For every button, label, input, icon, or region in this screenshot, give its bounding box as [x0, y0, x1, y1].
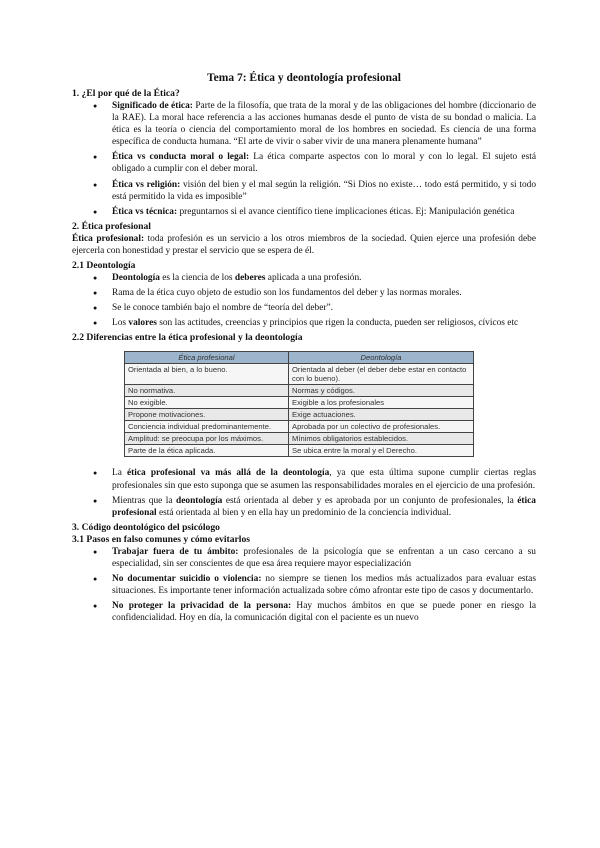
term-label: valores	[128, 318, 157, 329]
term-label: No proteger la privacidad de la persona:	[112, 601, 292, 612]
term-text: profesionales de la psicología que se enfrentan a un caso cercano a su especialidad, sin ser conscientes de que esa área requiere mayor especialización	[112, 546, 536, 569]
column-header: Deontología	[289, 352, 474, 364]
term-label: ética profesional va más allá de la deontología	[127, 468, 330, 479]
list-item	[112, 100, 536, 148]
term-label: Significado de ética:	[112, 101, 193, 111]
table-row	[125, 385, 474, 397]
comparison-table-wrapper	[124, 351, 474, 457]
table-cell: No exigible.	[125, 397, 289, 409]
list-item	[112, 546, 536, 570]
table-row	[125, 445, 474, 457]
list-item	[112, 179, 536, 203]
list-item: ● Rama de la ética cuyo objeto de estudio son los fundamentos del deber y las normas morales.	[112, 287, 536, 299]
term-label: Ética vs técnica:	[112, 206, 178, 217]
list-item: ● Se le conoce también bajo el nombre de “teoría del deber”.	[112, 302, 536, 314]
term-text: Parte de la filosofía, que trata de la moral y de las obligaciones del hombre (diccionario de la RAE). La moral hace referencia a las acciones humanas desde el punto de vista de su bondad o malicia. La ética es la teoría o ciencia del comportamiento moral de los hombres en sociedad. Es ciencia de una forma específica de conducta humana. “El arte de vivir o saber vivir de una manera plenamente humana”	[112, 101, 536, 148]
term-text: Mientras que la	[112, 495, 176, 506]
term-label: Trabajar fuera de tu ámbito:	[112, 546, 239, 557]
term-text: visión del bien y el mal según la religión. “Si Dios no existe… todo está permitido, y si todo está permitido la vida es imposible”	[112, 179, 537, 202]
table-header-row	[125, 352, 474, 364]
term-label: ética profesional	[112, 495, 536, 518]
term-text: son las actitudes, creencias y principios que rigen la conducta, pueden ser religiosos, cívicos etc	[156, 318, 519, 329]
term-label: deberes	[234, 273, 266, 284]
table-cell: Propone motivaciones.	[125, 409, 289, 421]
section-1-heading: 1. ¿El por qué de la Ética?	[72, 88, 180, 99]
term-text: La	[112, 468, 127, 479]
table-row	[125, 364, 474, 385]
section-2-2-heading: 2.2 Diferencias entre la ética profesional y la deontología	[72, 332, 303, 344]
section-3-1-heading: 3.1 Pasos en falso comunes y cómo evitarlos	[72, 533, 250, 545]
table-cell: Exige actuaciones.	[289, 409, 474, 421]
section-3-1-list	[72, 546, 536, 625]
term-label: Deontología	[112, 273, 160, 284]
table-cell: Amplitud: se preocupa por los máximos.	[125, 433, 289, 445]
table-cell: Normas y códigos.	[289, 385, 474, 397]
term-text: está orientada al deber y es aprobada por un conjunto de profesionales, la	[222, 495, 518, 506]
term-text: Los	[112, 318, 129, 329]
section-3-heading: 3. Código deontológico del psicólogo	[72, 521, 220, 533]
table-row	[125, 409, 474, 421]
table-cell: Parte de la ética aplicada.	[125, 445, 289, 457]
term-label: deontología	[176, 495, 223, 506]
section-2-1-heading: 2.1 Deontología	[72, 260, 136, 272]
table-cell: Orientada al deber (el deber debe estar en contacto con lo bueno).	[289, 364, 474, 385]
section-2-1-list	[72, 272, 536, 329]
term-label: No documentar suicidio o violencia:	[112, 573, 262, 584]
term-text: preguntarnos si el avance científico tiene implicaciones éticas. Ej: Manipulación genética	[177, 206, 515, 217]
list-item	[112, 317, 536, 329]
term-text: , ya que esta última supone cumplir ciertas reglas profesionales sin que esto suponga que se asumen las responsabilidades morales en el ejercicio de una profesión.	[112, 468, 536, 491]
document-title: Tema 7: Ética y deontología profesional	[207, 72, 401, 84]
section-2-paragraph	[72, 233, 536, 257]
term-text: La ética comparte aspectos con lo moral y con lo legal. El sujeto está obligado a cumplir con el deber moral.	[112, 152, 536, 175]
table-row	[125, 421, 474, 433]
list-item	[112, 151, 536, 175]
term-text: está orientada al bien y en ella hay un predominio de la conciencia individual.	[156, 507, 452, 518]
section-2-2-list	[72, 467, 536, 518]
term-label: Ética vs conducta moral o legal:	[112, 152, 250, 163]
term-text: Hay muchos ámbitos en que se puede poner en riesgo la confidencialidad. Hoy en día, la comunicación digital con el paciente es un nuevo	[112, 601, 536, 624]
table-cell: Aprobada por un colectivo de profesionales.	[289, 421, 474, 433]
table-cell: Exigible a los profesionales	[289, 397, 474, 409]
term-text: es la ciencia de los	[159, 273, 235, 284]
term-label: Ética vs religión:	[112, 179, 181, 190]
table-cell: Orientada al bien, a lo bueno.	[125, 364, 289, 385]
comparison-table	[124, 351, 474, 457]
term-label: Ética profesional:	[72, 233, 145, 244]
term-text: no siempre se tienen los medios más actualizados para evaluar estas situaciones. Es importante tener información actualizada sobre cómo afrontar este tipo de casos y documentarlo.	[112, 573, 536, 597]
list-item	[112, 272, 536, 284]
table-cell: Mínimos obligatorios establecidos.	[289, 433, 474, 445]
list-item	[112, 206, 536, 218]
term-text: aplicada a una profesión.	[265, 273, 362, 284]
table-cell: No normativa.	[125, 385, 289, 397]
table-cell: Se ubica entre la moral y el Derecho.	[289, 445, 474, 457]
column-header: Ética profesional	[125, 352, 289, 364]
list-item	[112, 573, 536, 597]
table-row	[125, 397, 474, 409]
section-2-heading: 2. Ética profesional	[72, 220, 151, 232]
table-row	[125, 433, 474, 445]
list-item	[112, 600, 536, 624]
table-cell: Conciencia individual predominantemente.	[125, 421, 289, 433]
section-1-list	[72, 100, 536, 218]
list-item	[112, 467, 536, 491]
list-item	[112, 495, 536, 519]
term-text: toda profesión es un servicio a los otros miembros de la sociedad. Quien ejerce una profesión debe ejercerla con honestidad y prestar el servicio que se espera de él.	[72, 233, 537, 256]
